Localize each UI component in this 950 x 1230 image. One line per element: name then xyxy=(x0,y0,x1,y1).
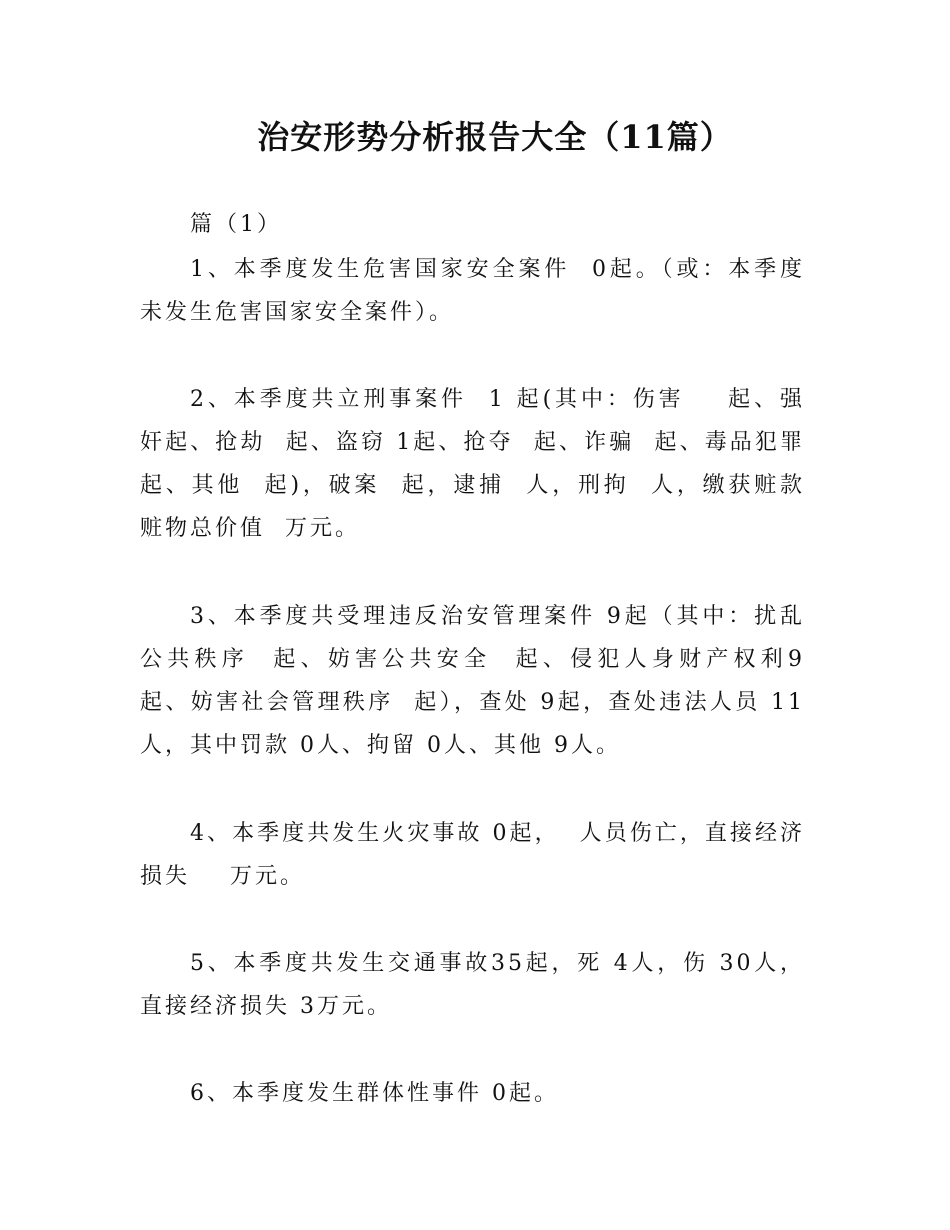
paragraph-2 xyxy=(140,378,805,550)
section-label-text: 篇（1） xyxy=(190,212,282,237)
section-label xyxy=(140,203,805,246)
paragraph-3 xyxy=(140,595,815,767)
paragraph-text: 3、本季度共受理违反治安管理案件 9起（其中：扰乱公共秩序 起、妨害公共安全 起、侵犯人身财产权利9 起、妨害社会管理秩序 起），查处 9起，查处违法人员 11人，其中罚款 0人、拘留 0人、其他 9人。 xyxy=(140,604,815,758)
paragraph-4 xyxy=(140,812,805,898)
document-title: 治安形势分析报告大全（11篇） xyxy=(257,118,733,156)
paragraph-text: 5、本季度共发生交通事故35起，死 4人，伤 30人，直接经济损失 3万元。 xyxy=(140,951,805,1019)
paragraph-text: 6、本季度发生群体性事件 0起。 xyxy=(190,1081,559,1106)
paragraph-6 xyxy=(140,1072,805,1115)
paragraph-text: 1、本季度发生危害国家安全案件 0起。（或：本季度未发生危害国家安全案件）。 xyxy=(140,257,805,325)
paragraph-text: 2、本季度共立刑事案件 1 起(其中：伤害 起、强奸起、抢劫 起、盗窃 1起、抢夺 起、诈骗 起、毒品犯罪起、其他 起)，破案 起，逮捕 人，刑拘 人，缴获赃款赃物总价值 万元。 xyxy=(140,387,805,541)
paragraph-text: 4、本季度共发生火灾事故 0起， 人员伤亡，直接经济损失 万元。 xyxy=(140,821,805,889)
paragraph-5 xyxy=(140,942,805,1028)
paragraph-1 xyxy=(140,248,805,334)
